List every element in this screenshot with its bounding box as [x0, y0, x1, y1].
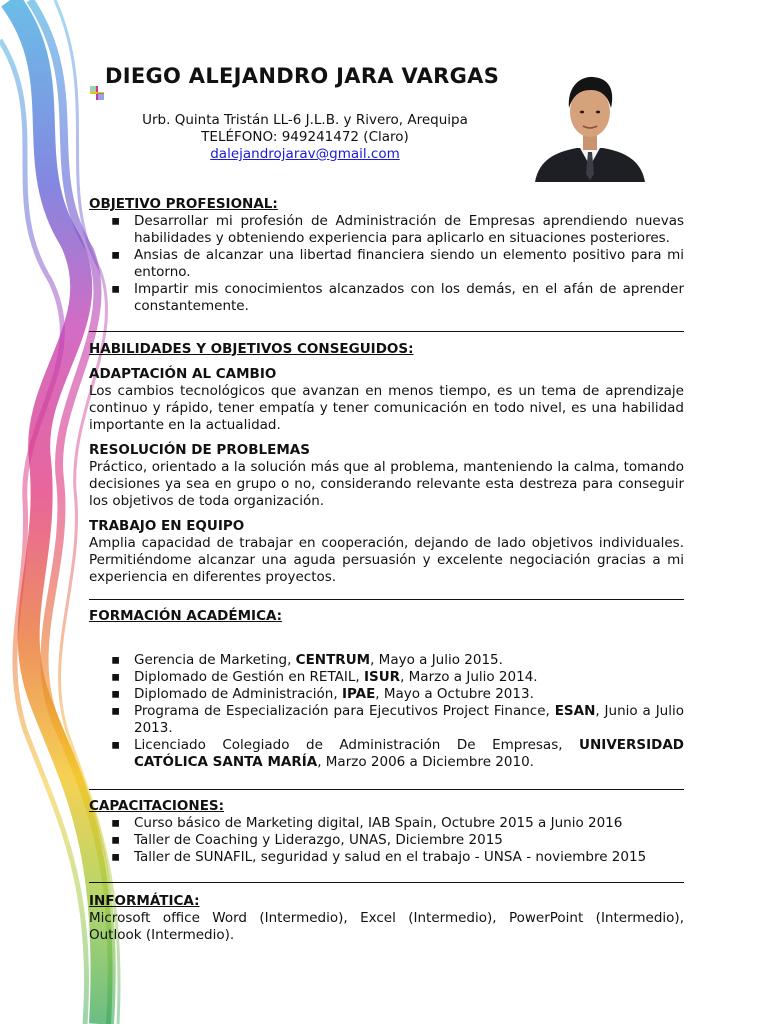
capacitaciones-list	[89, 815, 684, 866]
skill-text: Los cambios tecnológicos que avanzan en menos tiempo, es un tema de aprendizaje continuo y rápido, tener empatía y tener comunicación en todo nivel, es una habilidad importante en la actualidad.	[89, 383, 684, 433]
skill-text: Amplia capacidad de trabajar en cooperación, dejando de lado objetivos individuales. Permitiéndome alcanzar una aguda persuasión y excelente negociación gracias a mi experiencia en diferentes proyectos.	[89, 535, 684, 585]
informatica-text: Microsoft office Word (Intermedio), Excel (Intermedio), PowerPoint (Intermedio), Outlook (Intermedio).	[89, 910, 684, 943]
section-heading: HABILIDADES Y OBJETIVOS CONSEGUIDOS:	[89, 341, 414, 357]
list-item: ▪ Diplomado de Administración, IPAE, Mayo a Octubre 2013.	[111, 686, 534, 702]
skill-title: RESOLUCIÓN DE PROBLEMAS	[89, 442, 310, 458]
divider	[89, 789, 684, 790]
list-item: ▪ Taller de SUNAFIL, seguridad y salud en el trabajo - UNSA - noviembre 2015	[111, 849, 647, 865]
square-bullet-icon: ▪	[111, 669, 121, 685]
list-item: ▪ Licenciado Colegiado de Administración De Empresas, UNIVERSIDAD CATÓLICA SANTA MARÍA, Marzo 2006 a Diciembre 2010.	[111, 737, 684, 770]
skill-title: ADAPTACIÓN AL CAMBIO	[89, 366, 277, 382]
list-item: ▪ Gerencia de Marketing, CENTRUM, Mayo a Julio 2015.	[111, 652, 503, 668]
skill-text: Práctico, orientado a la solución más que al problema, manteniendo la calma, tomando decisiones ya sea en grupo o no, considerando relevante esta destreza para conseguir los objetivos de toda organización.	[89, 459, 684, 509]
square-bullet-icon: ▪	[111, 815, 121, 831]
list-item: ▪ Programa de Especialización para Ejecutivos Project Finance, ESAN, Junio a Julio 2013.	[111, 703, 684, 736]
multicolor-square-icon	[90, 86, 104, 100]
square-bullet-icon: ▪	[111, 247, 121, 263]
list-item: ▪ Impartir mis conocimientos alcanzados con los demás, en el afán de aprender constantemente.	[111, 281, 684, 314]
divider	[89, 882, 684, 883]
square-bullet-icon: ▪	[111, 832, 121, 848]
section-heading: INFORMÁTICA:	[89, 893, 200, 909]
skill-title: TRABAJO EN EQUIPO	[89, 518, 245, 534]
objetivo-section	[89, 196, 684, 315]
list-item: ▪ Desarrollar mi profesión de Administración de Empresas aprendiendo nuevas habilidades y obteniendo experiencia para aplicarlo en situaciones posteriores.	[111, 213, 684, 246]
informatica-section	[89, 893, 684, 944]
objetivo-list	[89, 213, 684, 315]
phone-line: TELÉFONO: 949241472 (Claro)	[201, 129, 409, 145]
habilidades-section	[89, 341, 684, 586]
capacitaciones-section	[89, 798, 684, 866]
square-bullet-icon: ▪	[111, 281, 121, 297]
square-bullet-icon: ▪	[111, 849, 121, 865]
candidate-name: DIEGO ALEJANDRO JARA VARGAS	[105, 64, 500, 88]
divider	[89, 331, 684, 332]
square-bullet-icon: ▪	[111, 213, 121, 229]
profile-photo	[533, 68, 647, 182]
square-bullet-icon: ▪	[111, 652, 121, 668]
contact-block	[120, 112, 490, 163]
formacion-list	[89, 652, 684, 771]
list-item: ▪ Taller de Coaching y Liderazgo, UNAS, Diciembre 2015	[111, 832, 503, 848]
section-heading: FORMACIÓN ACADÉMICA:	[89, 608, 283, 624]
email-link[interactable]: dalejandrojarav@gmail.com	[210, 146, 400, 162]
address-line: Urb. Quinta Tristán LL-6 J.L.B. y Rivero, Arequipa	[142, 112, 468, 128]
square-bullet-icon: ▪	[111, 737, 121, 753]
divider	[89, 599, 684, 600]
section-heading: OBJETIVO PROFESIONAL:	[89, 196, 278, 212]
square-bullet-icon: ▪	[111, 686, 121, 702]
square-bullet-icon: ▪	[111, 703, 121, 719]
formacion-section	[89, 608, 684, 625]
formacion-list-wrap	[89, 652, 684, 771]
list-item: ▪ Curso básico de Marketing digital, IAB Spain, Octubre 2015 a Junio 2016	[111, 815, 623, 831]
section-heading: CAPACITACIONES:	[89, 798, 225, 814]
list-item: ▪ Ansias de alcanzar una libertad financiera siendo un elemento positivo para mi entorno.	[111, 247, 684, 280]
list-item: ▪ Diplomado de Gestión en RETAIL, ISUR, Marzo a Julio 2014.	[111, 669, 538, 685]
